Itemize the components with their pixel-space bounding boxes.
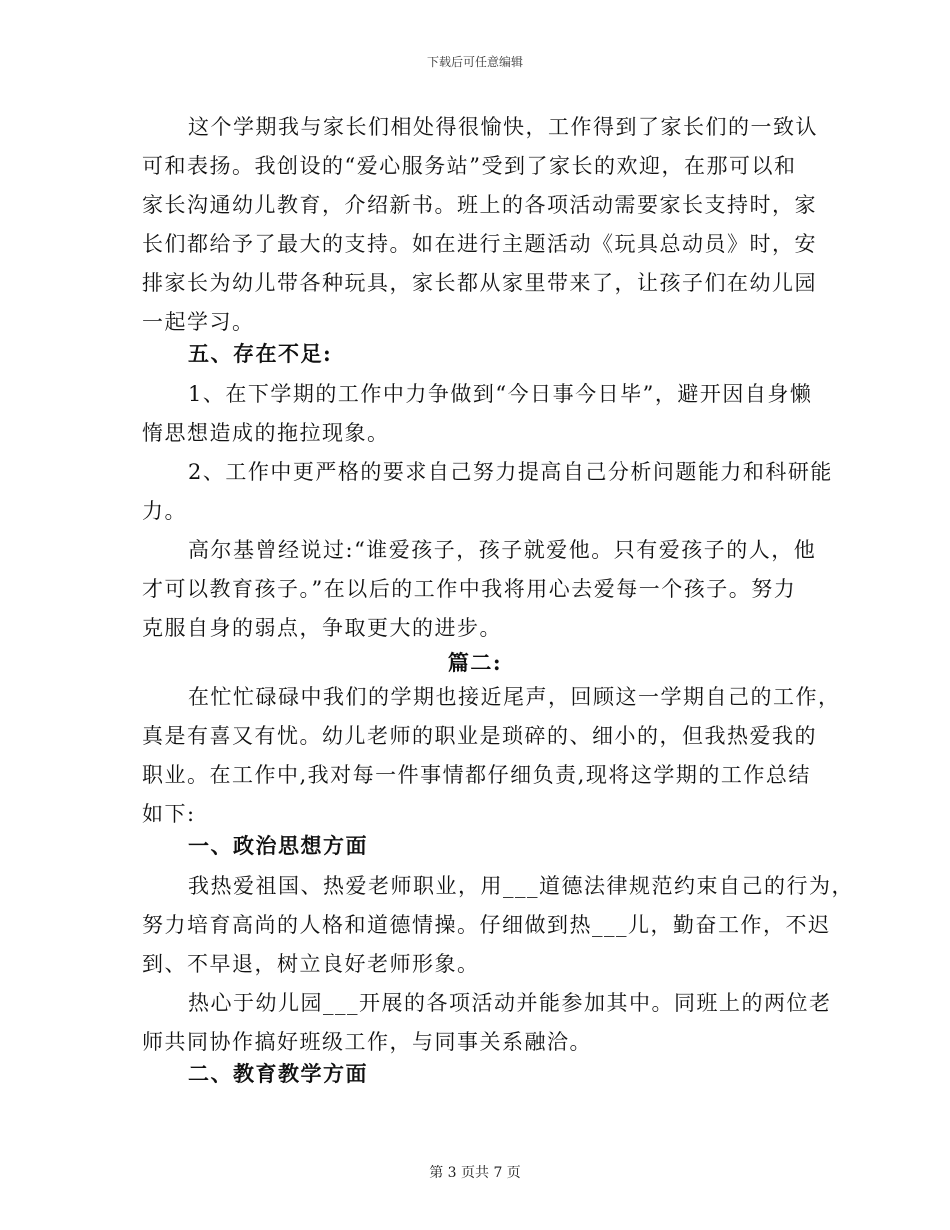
paragraph-line: 努力培育高尚的人格和道德情操。仔细做到热___儿，勤奋工作，不迟 [142, 913, 831, 937]
section-heading: 五、存在不足: [188, 341, 333, 366]
section-heading: 一、政治思想方面 [188, 833, 368, 858]
paragraph-line: 到、不早退，树立良好老师形象。 [142, 952, 480, 976]
paragraph-line: 如下: [142, 802, 196, 826]
paragraph-line: 惰思想造成的拖拉现象。 [142, 421, 390, 445]
paragraph-line: 2、工作中更严格的要求自己努力提高自己分析问题能力和科研能 [188, 460, 833, 484]
paragraph-line: 一起学习。 [142, 310, 255, 334]
paragraph-line: 热心于幼儿园___开展的各项活动并能参加其中。同班上的两位老 [188, 991, 832, 1015]
paragraph-line: 1、在下学期的工作中力争做到“今日事今日毕”，避开因自身懒 [188, 382, 813, 406]
paragraph-line: 力。 [142, 499, 187, 523]
section-heading: 二、教育教学方面 [188, 1061, 368, 1086]
paragraph-line: 在忙忙碌碌中我们的学期也接近尾声，回顾这一学期自己的工作， [188, 685, 841, 709]
page-header: 下载后可任意编辑 [426, 55, 523, 69]
page-footer: 第 3 页共 7 页 [429, 1165, 521, 1181]
paragraph-line: 才可以教育孩子。”在以后的工作中我将用心去爱每一个孩子。努力 [142, 577, 797, 601]
section-heading: 篇二: [447, 650, 503, 675]
paragraph-line: 职业。在工作中,我对每一件事情都仔细负责,现将这学期的工作总结 [142, 763, 811, 787]
paragraph-line: 高尔基曾经说过:“谁爱孩子，孩子就爱他。只有爱孩子的人，他 [188, 538, 817, 562]
paragraph-line: 真是有喜又有忧。幼儿老师的职业是琐碎的、细小的，但我热爱我的 [142, 724, 817, 748]
paragraph-line: 克服自身的弱点，争取更大的进步。 [142, 616, 502, 640]
paragraph-line: 长们都给予了最大的支持。如在进行主题活动《玩具总动员》时，安 [142, 232, 817, 256]
paragraph-line: 家长沟通幼儿教育，介绍新书。班上的各项活动需要家长支持时，家 [142, 193, 817, 217]
paragraph-line: 排家长为幼儿带各种玩具，家长都从家里带来了，让孩子们在幼儿园 [142, 271, 817, 295]
paragraph-line: 这个学期我与家长们相处得很愉快，工作得到了家长们的一致认 [188, 115, 818, 139]
paragraph-line: 我热爱祖国、热爱老师职业，用___道德法律规范约束自己的行为， [188, 874, 854, 898]
paragraph-line: 可和表扬。我创设的“爱心服务站”受到了家长的欢迎，在那可以和 [142, 154, 797, 178]
paragraph-line: 师共同协作搞好班级工作，与同事关系融洽。 [142, 1030, 592, 1054]
